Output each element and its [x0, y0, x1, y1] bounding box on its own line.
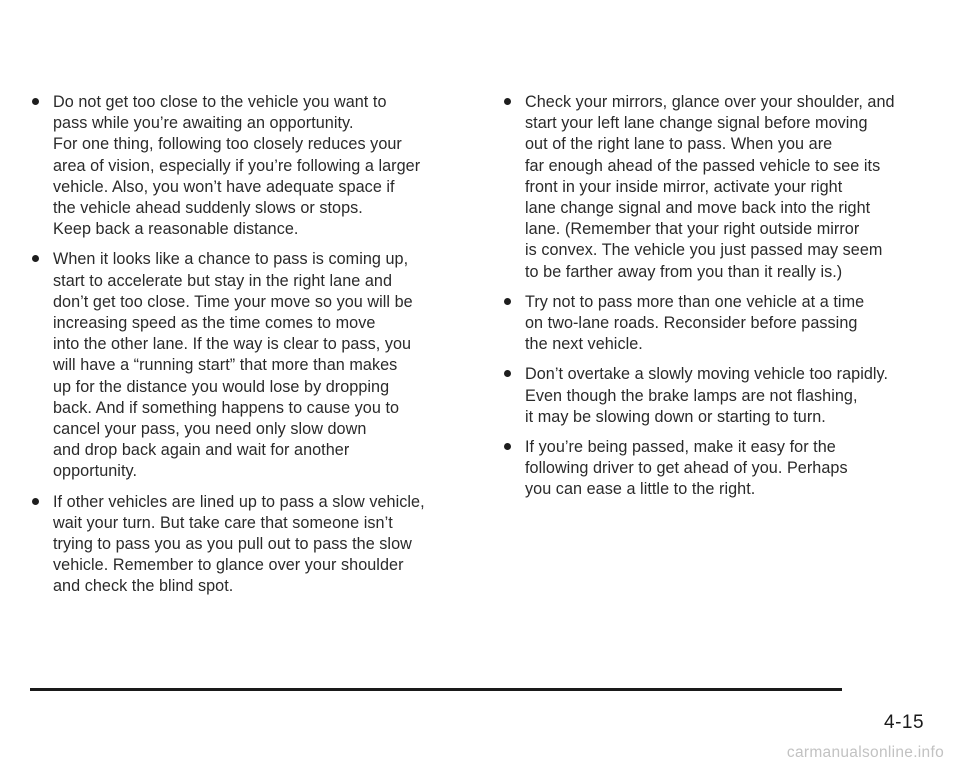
page-number: 4-15: [884, 712, 925, 733]
text-line: increasing speed as the time comes to move: [53, 314, 376, 333]
text-line: far enough ahead of the passed vehicle to see its: [525, 156, 881, 175]
text-line: When it looks like a chance to pass is coming up,: [53, 250, 409, 269]
right-column: [502, 92, 922, 510]
text-line: start to accelerate but stay in the right lane and: [53, 271, 393, 290]
text-line: the vehicle ahead suddenly slows or stops.: [53, 199, 363, 218]
bullet-icon: [504, 98, 511, 105]
text-line: Try not to pass more than one vehicle at a time: [525, 292, 865, 311]
text-line: following driver to get ahead of you. Perhaps: [525, 459, 848, 478]
text-line: up for the distance you would lose by dropping: [53, 377, 390, 396]
text-line: pass while you’re awaiting an opportunity.: [53, 114, 354, 133]
text-line: vehicle. Remember to glance over your shoulder: [53, 556, 404, 575]
text-line: don’t get too close. Time your move so you will be: [53, 292, 413, 311]
text-line: For one thing, following too closely reduces your: [53, 135, 402, 154]
text-line: If other vehicles are lined up to pass a slow vehicle,: [53, 492, 425, 511]
text-line: cancel your pass, you need only slow down: [53, 420, 367, 439]
text-line: vehicle. Also, you won’t have adequate space if: [53, 177, 395, 196]
footer-divider: [30, 688, 842, 691]
text-line: lane change signal and move back into the right: [525, 199, 871, 218]
bullet-icon: [504, 298, 511, 305]
text-line: is convex. The vehicle you just passed may seem: [525, 241, 883, 260]
bullet-icon: [32, 498, 39, 505]
text-line: lane. (Remember that your right outside mirror: [525, 220, 860, 239]
list-item: [502, 437, 922, 501]
text-line: trying to pass you as you pull out to pass the slow: [53, 535, 412, 554]
list-item: [502, 92, 922, 283]
text-line: If you’re being passed, make it easy for the: [525, 438, 836, 457]
text-line: area of vision, especially if you’re following a larger: [53, 156, 421, 175]
text-line: on two-lane roads. Reconsider before passing: [525, 314, 858, 333]
list-item: [502, 292, 922, 356]
text-line: will have a “running start” that more than makes: [53, 356, 398, 375]
text-line: back. And if something happens to cause you to: [53, 398, 400, 417]
bullet-icon: [32, 255, 39, 262]
text-line: Even though the brake lamps are not flashing,: [525, 386, 858, 405]
list-item: [30, 249, 470, 482]
text-line: and drop back again and wait for another: [53, 441, 350, 460]
list-item: [30, 492, 470, 598]
list-item: [502, 364, 922, 428]
text-line: Don’t overtake a slowly moving vehicle too rapidly.: [525, 365, 889, 384]
text-line: Do not get too close to the vehicle you want to: [53, 93, 387, 111]
text-line: wait your turn. But take care that someone isn’t: [53, 513, 393, 532]
text-line: into the other lane. If the way is clear to pass, you: [53, 335, 412, 354]
bullet-icon: [32, 98, 39, 105]
text-line: to be farther away from you than it really is.): [525, 262, 843, 281]
text-line: Check your mirrors, glance over your shoulder, and: [525, 93, 895, 111]
text-line: out of the right lane to pass. When you are: [525, 135, 833, 154]
left-column: [30, 92, 470, 607]
bullet-icon: [504, 443, 511, 450]
list-item: [30, 92, 470, 240]
text-line: start your left lane change signal before moving: [525, 114, 868, 133]
text-line: the next vehicle.: [525, 335, 643, 354]
text-line: and check the blind spot.: [53, 577, 234, 596]
text-line: it may be slowing down or starting to turn.: [525, 407, 826, 426]
text-line: Keep back a reasonable distance.: [53, 220, 299, 239]
text-line: opportunity.: [53, 462, 137, 481]
watermark: carmanualsonline.info: [786, 744, 944, 761]
text-line: you can ease a little to the right.: [525, 480, 756, 499]
text-line: front in your inside mirror, activate your right: [525, 177, 843, 196]
bullet-icon: [504, 370, 511, 377]
